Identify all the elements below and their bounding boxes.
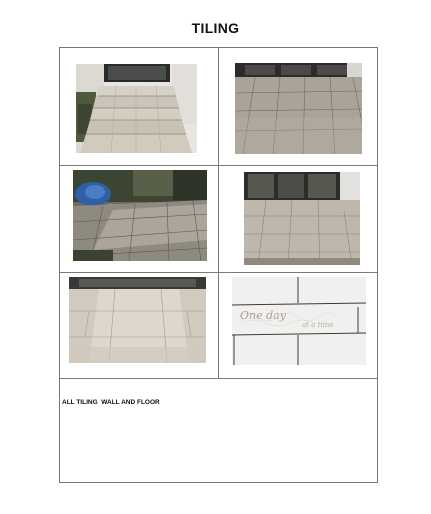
decor-tile-script: One day (240, 309, 286, 322)
decor-tile-script-secondary: at a time (302, 321, 334, 329)
photo-tiled-steps (76, 64, 197, 153)
grid-divider (218, 48, 219, 378)
photo-tiled-floor-closeup (69, 277, 206, 363)
caption-all-tiling: ALL TILING WALL AND FLOOR (62, 399, 160, 406)
photo-tiled-patio-wide (235, 63, 362, 154)
grid-divider (60, 272, 377, 273)
photo-tiled-patio-garden (73, 170, 207, 261)
page-title: TILING (191, 20, 240, 36)
photo-tiled-patio-doors (244, 172, 360, 265)
grid-divider (60, 378, 377, 379)
grid-divider (60, 165, 377, 166)
photo-tiled-wall-decor (232, 277, 366, 365)
